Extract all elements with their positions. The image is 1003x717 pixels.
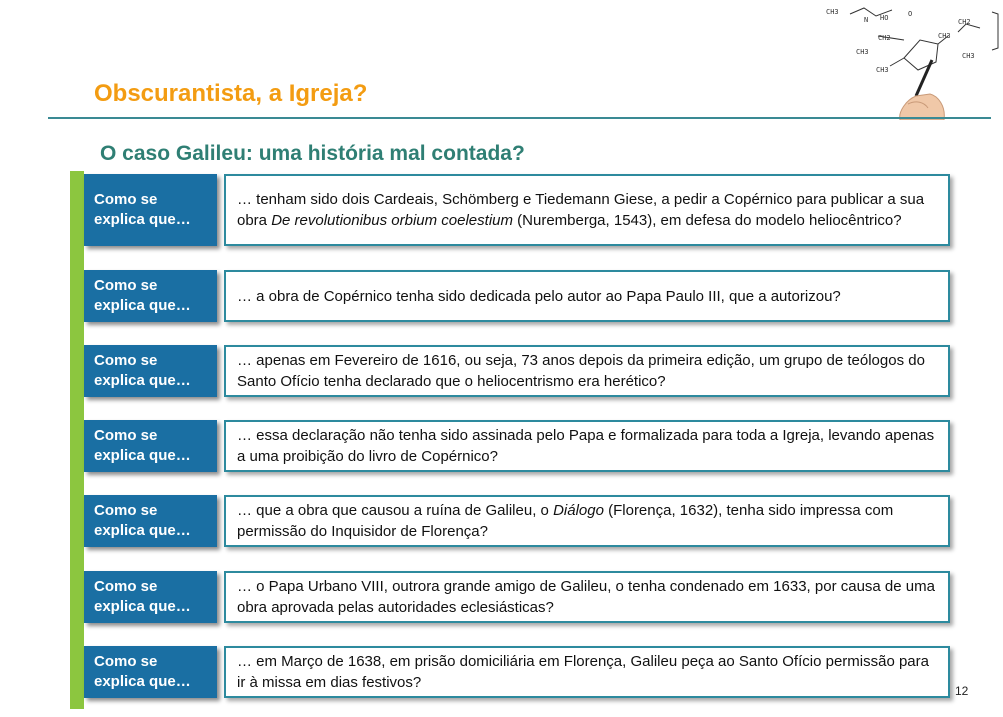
question-text: … o Papa Urbano VIII, outrora grande amigo de Galileu, o tenha condenado em 1633, por causa de uma obra aprovada pelas autoridades eclesiásticas? <box>237 578 935 616</box>
question-label: Como se explica que… <box>84 646 217 698</box>
molecule-label: CH3 <box>876 66 889 74</box>
question-box <box>224 345 950 397</box>
molecule-label: O <box>908 10 913 18</box>
question-label: Como se explica que… <box>84 495 217 547</box>
question-box <box>224 495 950 547</box>
question-label: Como se explica que… <box>84 420 217 472</box>
molecule-illustration <box>820 0 1003 120</box>
question-box <box>224 270 950 322</box>
question-text: … a obra de Copérnico tenha sido dedicada pelo autor ao Papa Paulo III, que a autorizou? <box>237 287 841 305</box>
hand-pen-icon <box>900 60 945 120</box>
question-text: … tenham sido dois Cardeais, Schömberg e Tiedemann Giese, a pedir a Copérnico para publicar a sua obra <box>237 191 925 229</box>
question-row <box>84 571 950 623</box>
question-text-end: (Nuremberga, 1543), em defesa do modelo heliocêntrico? <box>512 212 902 229</box>
question-box <box>224 646 950 698</box>
molecule-label: CH3 <box>938 32 951 40</box>
question-text-end: (Florença, 1632), tenha sido impressa com permissão do Inquisidor de Florença? <box>237 502 894 540</box>
molecule-label: CH3 <box>826 8 839 16</box>
question-row <box>84 420 950 472</box>
question-row <box>84 270 950 322</box>
question-label: Como se explica que… <box>84 571 217 623</box>
question-text: … apenas em Fevereiro de 1616, ou seja, 73 anos depois da primeira edição, um grupo de teólogos do Santo Ofício tenha declarado que o heliocentrismo era herético? <box>237 352 925 390</box>
question-text: … essa declaração não tenha sido assinada pelo Papa e formalizada para toda a Igreja, levando apenas a uma proibição do livro de Copérnico? <box>237 427 935 465</box>
question-row <box>84 345 950 397</box>
title-divider <box>48 117 991 119</box>
molecule-label: CH3 <box>856 48 869 56</box>
question-text: … que a obra que causou a ruína de Galileu, o <box>237 502 554 519</box>
page-number: 12 <box>955 684 969 698</box>
question-box <box>224 420 950 472</box>
question-row <box>84 495 950 547</box>
question-label: Como se explica que… <box>84 345 217 397</box>
book-title: De revolutionibus orbium coelestium <box>271 212 513 229</box>
question-text: … em Março de 1638, em prisão domiciliária em Florença, Galileu peça ao Santo Ofício permissão para ir à missa em dias festivos? <box>237 653 929 691</box>
molecule-label: N <box>864 16 869 24</box>
accent-bar <box>70 171 84 709</box>
slide-subtitle: O caso Galileu: uma história mal contada? <box>100 142 525 165</box>
question-row <box>84 174 950 246</box>
question-label: Como se explica que… <box>84 270 217 322</box>
slide-title: Obscurantista, a Igreja? <box>94 80 368 107</box>
question-box <box>224 174 950 246</box>
question-box <box>224 571 950 623</box>
molecule-label: CH2 <box>958 18 971 26</box>
molecule-label: CH2 <box>878 34 891 42</box>
molecule-label: HO <box>880 14 889 22</box>
question-row <box>84 646 950 698</box>
molecule-label: CH3 <box>962 52 975 60</box>
book-title: Diálogo <box>553 502 604 519</box>
question-label: Como se explica que… <box>84 174 217 246</box>
